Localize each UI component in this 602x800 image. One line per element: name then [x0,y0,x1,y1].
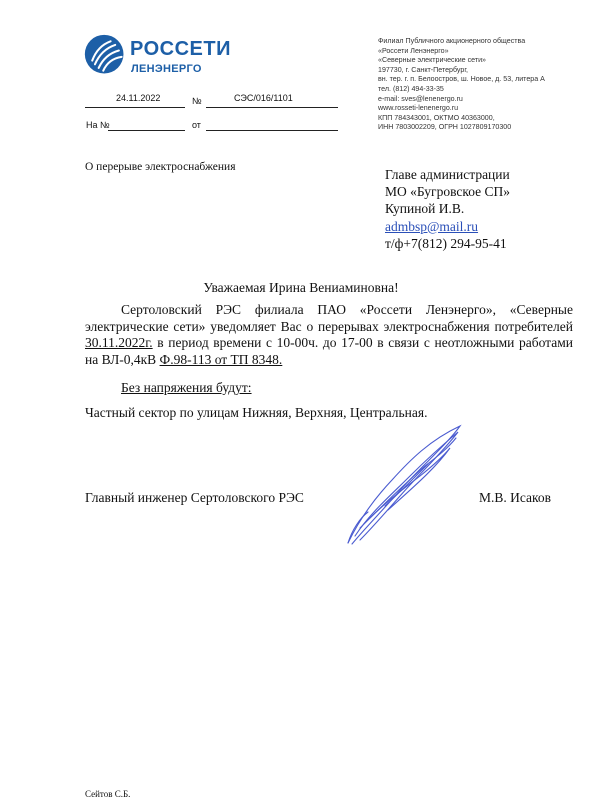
signer-name: М.В. Исаков [479,490,552,505]
addressee-phone: т/ф+7(812) 294-95-41 [385,235,507,251]
letter-subject: О перерыве электроснабжения [85,161,236,173]
letter-number: СЭС/016/1101 [234,93,293,103]
org-line: КПП 784343001, ОКТМО 40363000, [378,113,495,122]
on-number-line [108,130,185,131]
logo-name: РОССЕТИ [130,38,231,60]
org-line: 197730, г. Санкт-Петербург, [378,65,469,74]
org-line: тел. (812) 494-33-35 [378,84,444,93]
logo-subname: ЛЕНЭНЕРГО [131,63,202,75]
org-line: вн. тер. г. п. Белоостров, ш. Новое, д. 53, литера А [378,75,545,84]
org-line: «Северные электрические сети» [378,56,486,65]
greeting: Уважаемая Ирина Вениаминовна! [203,280,399,295]
handwritten-signature-icon [330,418,475,550]
date-line [85,107,185,108]
number-label: № [192,96,202,106]
signer-position: Главный инженер Сертоловского РЭС [85,490,304,505]
org-line: www.rosseti-lenenergo.ru [378,104,459,113]
affected-area: Частный сектор по улицам Нижняя, Верхняя, Центральная. [85,405,428,420]
from-label: от [192,120,201,130]
letter-date: 24.11.2022 [116,93,161,103]
paragraph-text-2: в период времени с 10-00ч. до 17-00 в связи с неотложными работами на ВЛ-0,4кВ [85,335,573,367]
paragraph-text-1: Сертоловский РЭС филиала ПАО «Россети Ленэнерго», «Северные электрические сети» уведомляет Вас о перерывах электроснабжения потребителей [85,302,573,334]
notice-paragraph [85,302,573,368]
rosseti-logo-icon [83,33,129,79]
no-power-heading: Без напряжения будут: [121,380,252,395]
addressee-block [385,166,510,252]
organization-info [378,37,588,133]
number-line [206,107,338,108]
org-line: e-mail: sves@lenenergo.ru [378,94,463,103]
from-line [206,130,338,131]
org-line: ИНН 7803002209, ОГРН 1027809170300 [378,123,512,132]
org-line: «Россети Ленэнерго» [378,46,449,55]
executor-name: Сейтов С.Б. [85,789,131,799]
addressee-line: Купиной И.В. [385,201,465,217]
on-number-label: На № [86,120,110,130]
addressee-email-link[interactable]: admbsp@mail.ru [385,218,479,234]
feeder-reference: Ф.98-113 от ТП 8348. [159,351,283,367]
addressee-line: Главе администрации [385,167,510,182]
addressee-line: МО «Бугровское СП» [385,184,511,200]
org-line: Филиал Публичного акционерного общества [378,37,526,45]
outage-date: 30.11.2022г. [85,335,153,350]
